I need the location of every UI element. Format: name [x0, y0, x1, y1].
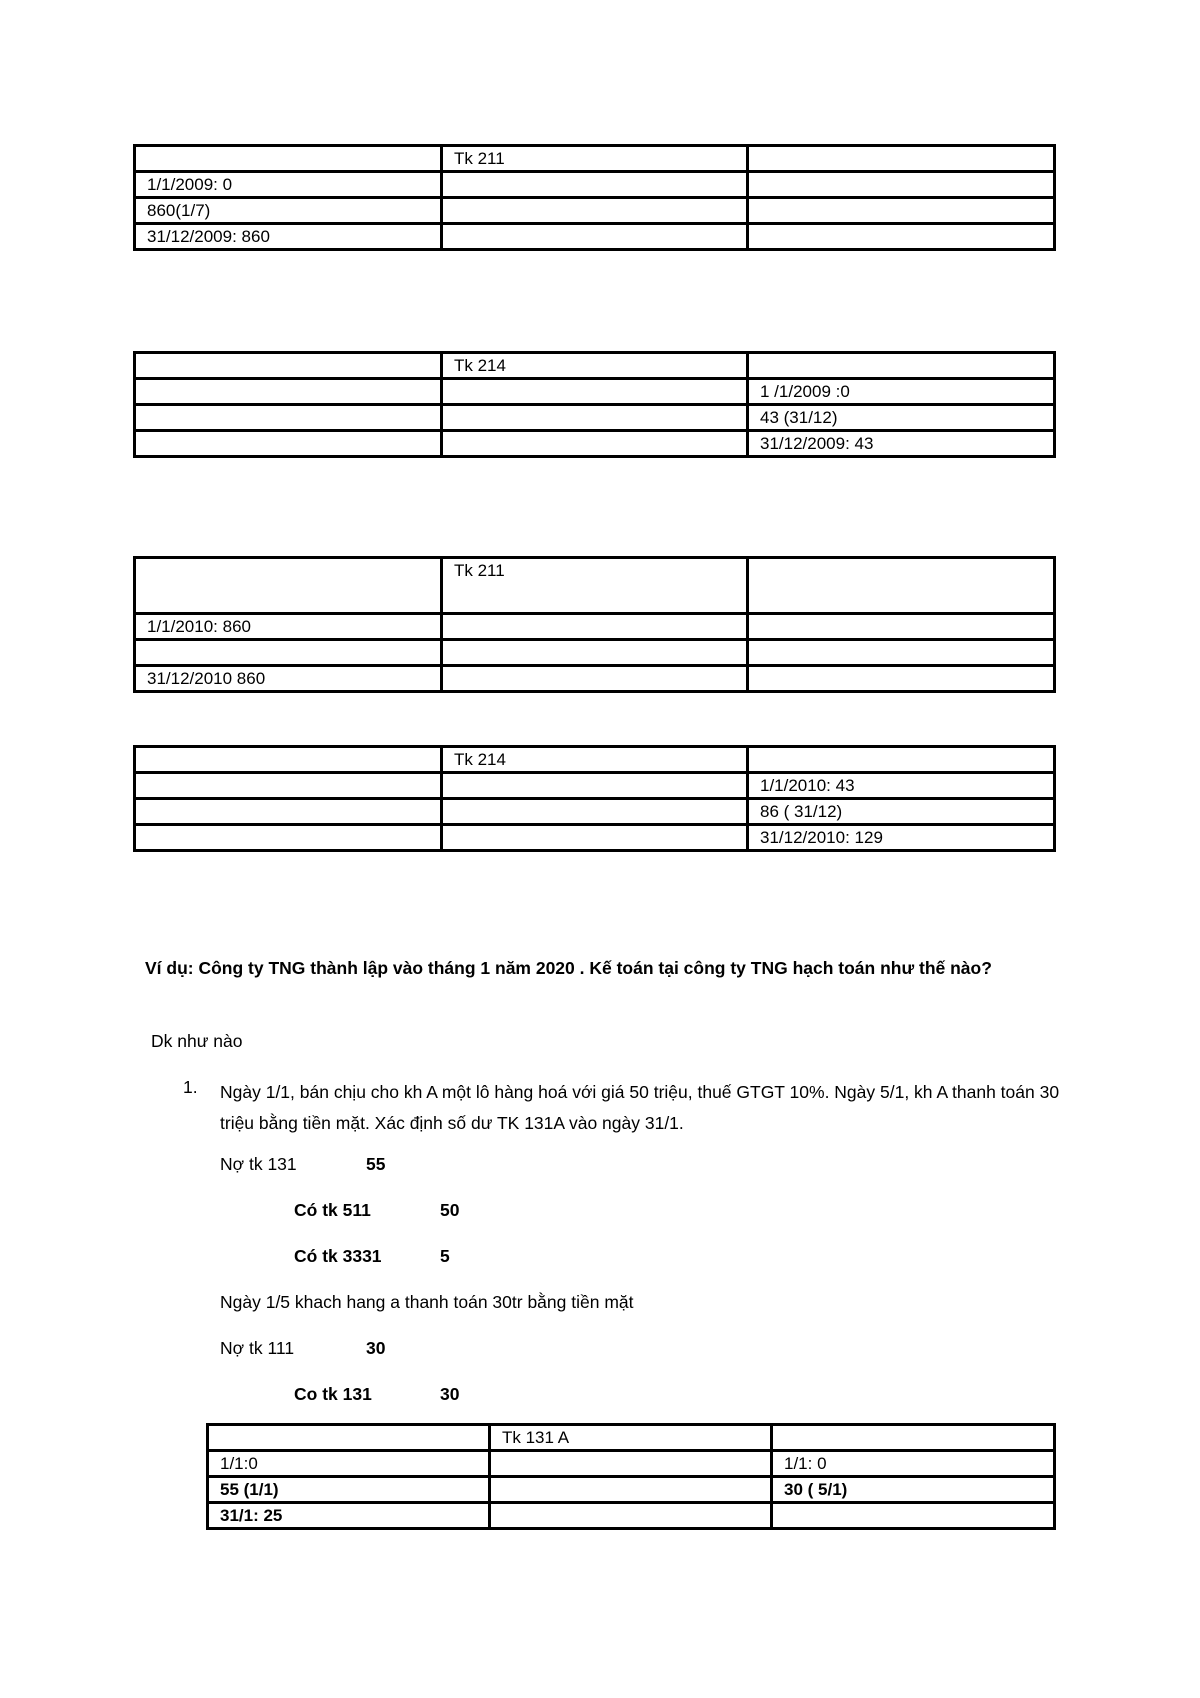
- credit-cell: 1/1/2010: 43: [748, 773, 1055, 799]
- ledger-cell: [208, 1425, 490, 1451]
- ledger-cell: [442, 224, 748, 250]
- ledger-title: Tk 211: [442, 146, 748, 172]
- ledger-cell: [748, 353, 1055, 379]
- credit-cell: 1 /1/2009 :0: [748, 379, 1055, 405]
- ledger-tk214-2009: [133, 351, 1056, 458]
- credit-cell: [748, 666, 1055, 692]
- debit-cell: [135, 773, 442, 799]
- ledger-cell: [490, 1503, 772, 1529]
- credit-cell: [748, 172, 1055, 198]
- credit-cell: [748, 198, 1055, 224]
- ledger-header-row: [208, 1425, 1055, 1451]
- ledger-row: [135, 405, 1055, 431]
- journal-debit-label: Nợ tk 131: [220, 1154, 297, 1174]
- ledger-cell: [442, 614, 748, 640]
- ledger-cell: [772, 1425, 1055, 1451]
- ledger-row: [135, 825, 1055, 851]
- debit-cell: [135, 640, 442, 666]
- ledger-header-row: [135, 353, 1055, 379]
- example-question: Ví dụ: Công ty TNG thành lập vào tháng 1 năm 2020 . Kế toán tại công ty TNG hạch toán như thế nào?: [145, 958, 992, 978]
- journal-debit-value: 55: [366, 1154, 386, 1174]
- dk-note: Dk như nào: [151, 1031, 243, 1051]
- ledger-title: Tk 131 A: [490, 1425, 772, 1451]
- ledger-header-row: [135, 558, 1055, 614]
- journal-credit-value: 5: [440, 1246, 450, 1266]
- ledger-row: [135, 773, 1055, 799]
- ledger-row: [135, 431, 1055, 457]
- payment-note: Ngày 1/5 khach hang a thanh toán 30tr bằng tiền mặt: [220, 1292, 634, 1312]
- journal-debit-label: Nợ tk 111: [220, 1338, 295, 1358]
- ledger-cell: [442, 431, 748, 457]
- ledger-cell: [442, 825, 748, 851]
- debit-cell: [135, 431, 442, 457]
- credit-cell: [748, 224, 1055, 250]
- ledger-cell: [442, 379, 748, 405]
- ledger-cell: [135, 353, 442, 379]
- ledger-header-row: [135, 146, 1055, 172]
- ledger-cell: [442, 405, 748, 431]
- ledger-cell: [748, 146, 1055, 172]
- debit-cell: [135, 825, 442, 851]
- list-item-number: 1.: [183, 1077, 198, 1097]
- ledger-title: Tk 214: [442, 353, 748, 379]
- ledger-cell: [442, 640, 748, 666]
- ledger-title: Tk 214: [442, 747, 748, 773]
- debit-cell: 31/12/2010 860: [135, 666, 442, 692]
- ledger-cell: [442, 172, 748, 198]
- credit-cell: 31/12/2010: 129: [748, 825, 1055, 851]
- list-item-text: Ngày 1/1, bán chịu cho kh A một lô hàng hoá với giá 50 triệu, thuế GTGT 10%. Ngày 5/1, kh A thanh toán 30 triệu bằng tiền mặt. Xác định số dư TK 131A vào ngày 31/1.: [220, 1082, 1060, 1133]
- ledger-cell: [135, 146, 442, 172]
- credit-cell: [748, 614, 1055, 640]
- ledger-row: [135, 379, 1055, 405]
- ledger-cell: [442, 198, 748, 224]
- debit-cell: [135, 799, 442, 825]
- ledger-tk211-2010: [133, 556, 1056, 693]
- debit-cell: [135, 405, 442, 431]
- ledger-cell: [748, 747, 1055, 773]
- credit-cell: 86 ( 31/12): [748, 799, 1055, 825]
- ledger-row: [135, 172, 1055, 198]
- ledger-row: [135, 666, 1055, 692]
- ledger-tk214-2010: [133, 745, 1056, 852]
- ledger-row: [135, 614, 1055, 640]
- ledger-cell: [748, 558, 1055, 614]
- debit-cell: 1/1:0: [208, 1451, 490, 1477]
- ledger-row: [208, 1451, 1055, 1477]
- ledger-tk131a: [206, 1423, 1056, 1530]
- debit-cell: 31/1: 25: [208, 1503, 490, 1529]
- credit-cell: [748, 640, 1055, 666]
- credit-cell: 43 (31/12): [748, 405, 1055, 431]
- ledger-row: [135, 198, 1055, 224]
- credit-cell: 1/1: 0: [772, 1451, 1055, 1477]
- ledger-cell: [490, 1477, 772, 1503]
- debit-cell: 1/1/2009: 0: [135, 172, 442, 198]
- ledger-cell: [442, 773, 748, 799]
- ledger-row: [208, 1477, 1055, 1503]
- journal-credit-value: 30: [440, 1384, 460, 1404]
- ledger-cell: [442, 799, 748, 825]
- journal-credit-label: Có tk 511: [294, 1200, 371, 1220]
- credit-cell: 31/12/2009: 43: [748, 431, 1055, 457]
- ledger-row: [208, 1503, 1055, 1529]
- ledger-cell: [135, 747, 442, 773]
- ledger-row: [135, 799, 1055, 825]
- debit-cell: 55 (1/1): [208, 1477, 490, 1503]
- ledger-title: Tk 211: [442, 558, 748, 614]
- debit-cell: 31/12/2009: 860: [135, 224, 442, 250]
- journal-credit-value: 50: [440, 1200, 460, 1220]
- ledger-tk211-2009: [133, 144, 1056, 251]
- ledger-cell: [135, 558, 442, 614]
- debit-cell: [135, 379, 442, 405]
- journal-debit-value: 30: [366, 1338, 386, 1358]
- ledger-cell: [490, 1451, 772, 1477]
- debit-cell: 860(1/7): [135, 198, 442, 224]
- journal-credit-label: Co tk 131: [294, 1384, 372, 1404]
- journal-credit-label: Có tk 3331: [294, 1246, 382, 1266]
- ledger-header-row: [135, 747, 1055, 773]
- credit-cell: [772, 1503, 1055, 1529]
- debit-cell: 1/1/2010: 860: [135, 614, 442, 640]
- credit-cell: 30 ( 5/1): [772, 1477, 1055, 1503]
- ledger-cell: [442, 666, 748, 692]
- ledger-row: [135, 640, 1055, 666]
- ledger-row: [135, 224, 1055, 250]
